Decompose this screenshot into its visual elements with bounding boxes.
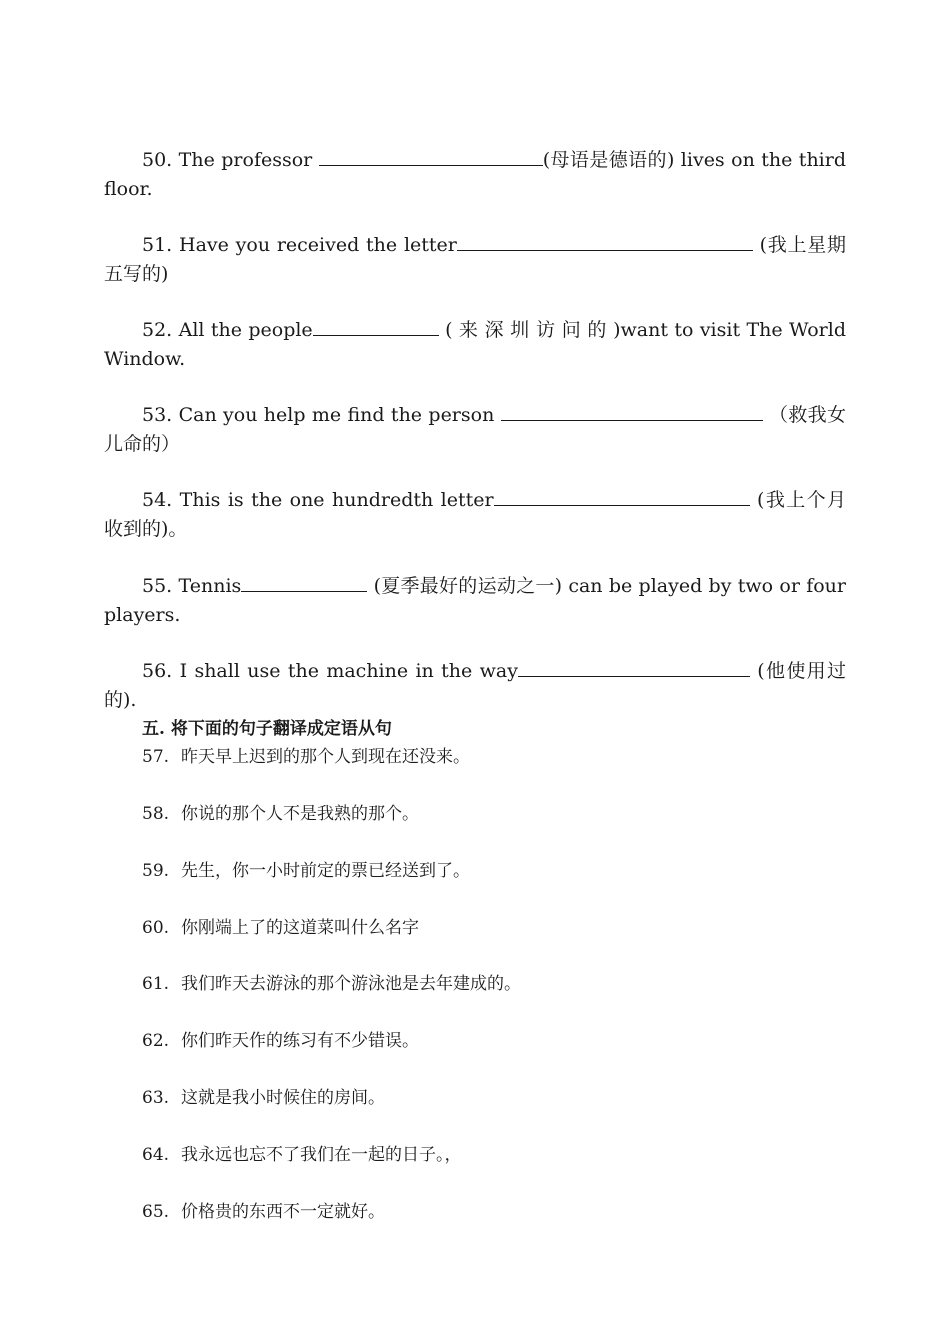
translation-item-59 xyxy=(142,858,846,884)
answer-blank[interactable] xyxy=(494,487,750,506)
translation-text: 价格贵的东西不一定就好。 xyxy=(181,1202,386,1222)
answer-blank[interactable] xyxy=(457,232,753,251)
exercise-hint: ( 来 深 圳 访 问 的 )want to visit The World Window. xyxy=(104,319,847,370)
exercise-text: This is the one hundredth letter xyxy=(179,489,494,511)
exercise-text: The professor xyxy=(178,149,319,171)
translation-number: 57. xyxy=(142,747,170,767)
answer-blank[interactable] xyxy=(241,573,367,592)
exercise-54 xyxy=(104,486,846,544)
exercise-hint: (夏季最好的运动之一) can be played by two or four players. xyxy=(104,575,846,626)
answer-blank[interactable] xyxy=(313,317,439,336)
exercise-number: 51. xyxy=(142,234,173,256)
translation-text: 我永远也忘不了我们在一起的日子。， xyxy=(181,1145,462,1165)
translation-number: 61. xyxy=(142,974,170,994)
translation-item-61 xyxy=(142,971,846,997)
translation-number: 63. xyxy=(142,1088,170,1108)
answer-blank[interactable] xyxy=(518,658,750,677)
section-title: 五. 将下面的句子翻译成定语从句 xyxy=(142,719,392,739)
exercise-51 xyxy=(104,231,846,289)
translation-item-57 xyxy=(142,744,846,770)
translation-text: 我们昨天去游泳的那个游泳池是去年建成的。 xyxy=(181,974,522,994)
exercise-text: All the people xyxy=(178,319,313,341)
exercise-53 xyxy=(104,401,846,459)
exercise-text: Can you help me find the person xyxy=(178,404,501,426)
translation-number: 64. xyxy=(142,1145,170,1165)
answer-blank[interactable] xyxy=(319,147,543,166)
exercise-55 xyxy=(104,572,846,630)
exercise-hint: (我上星期五写的) xyxy=(104,234,846,285)
translation-text: 昨天早上迟到的那个人到现在还没来。 xyxy=(181,747,471,767)
translation-item-62 xyxy=(142,1028,846,1054)
answer-blank[interactable] xyxy=(501,402,763,421)
translation-number: 62. xyxy=(142,1031,170,1051)
exercise-number: 56. xyxy=(142,660,173,682)
exercise-52 xyxy=(104,316,846,374)
exercise-56 xyxy=(104,657,846,715)
translation-item-65 xyxy=(142,1199,846,1225)
exercise-number: 55. xyxy=(142,575,173,597)
translation-text: 你们昨天作的练习有不少错误。 xyxy=(181,1031,420,1051)
exercise-text: I shall use the machine in the way xyxy=(179,660,518,682)
exercise-number: 53. xyxy=(142,404,173,426)
translation-text: 这就是我小时候住的房间。 xyxy=(181,1088,386,1108)
translation-number: 59. xyxy=(142,861,170,881)
translation-text: 你说的那个人不是我熟的那个。 xyxy=(181,804,420,824)
exercise-hint: (我上个月收到的)。 xyxy=(104,489,846,540)
translation-number: 65. xyxy=(142,1202,170,1222)
translation-text: 先生，你一小时前定的票已经送到了。 xyxy=(181,861,471,881)
translation-number: 58. xyxy=(142,804,170,824)
exercise-text: Have you received the letter xyxy=(179,234,457,256)
translation-item-60 xyxy=(142,915,846,941)
exercise-text: Tennis xyxy=(178,575,242,597)
translation-item-58 xyxy=(142,801,846,827)
exercise-number: 54. xyxy=(142,489,173,511)
translation-item-64 xyxy=(142,1142,846,1168)
translation-number: 60. xyxy=(142,918,170,938)
translation-item-63 xyxy=(142,1085,846,1111)
exercise-50 xyxy=(104,146,846,204)
exercise-hint: (母语是德语的) lives on the third floor. xyxy=(104,149,846,200)
exercise-number: 52. xyxy=(142,319,173,341)
exercise-hint: (他使用过的). xyxy=(104,660,846,711)
exercise-hint: （救我女儿命的） xyxy=(104,404,846,455)
exercise-number: 50. xyxy=(142,149,173,171)
translation-text: 你刚端上了的这道菜叫什么名字 xyxy=(181,918,420,938)
